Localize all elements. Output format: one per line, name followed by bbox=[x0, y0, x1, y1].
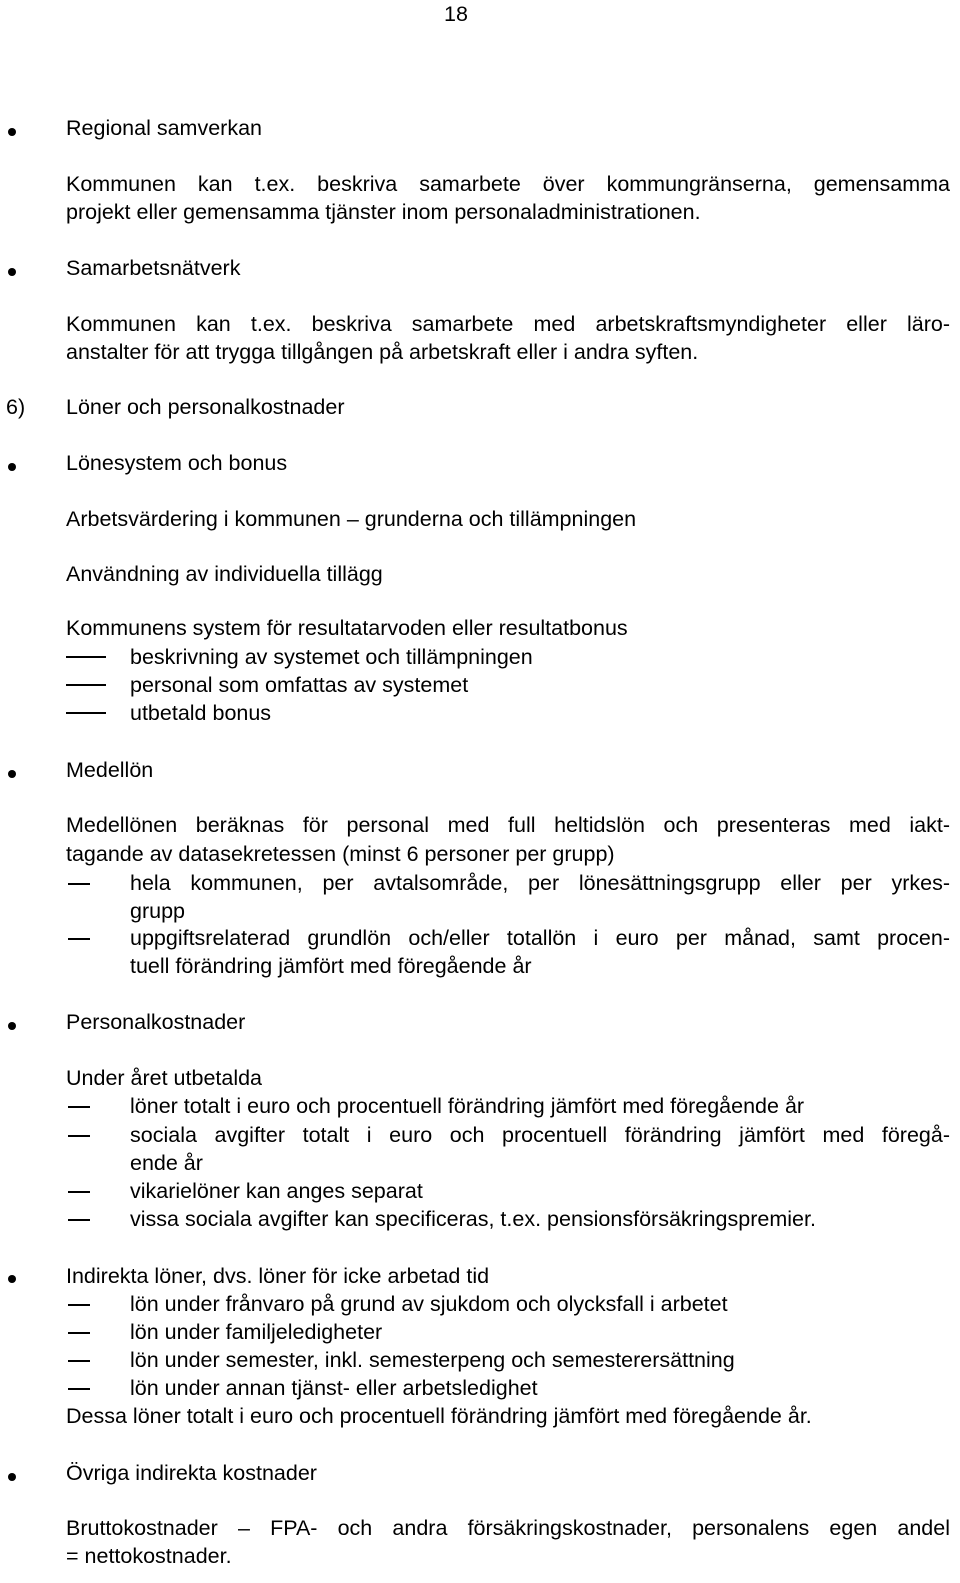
bullet-icon bbox=[8, 1275, 16, 1283]
dash-icon bbox=[68, 1388, 90, 1390]
bullet-icon bbox=[8, 268, 16, 276]
lonesystem-line2: Användning av individuella tillägg bbox=[66, 562, 383, 586]
dash-icon bbox=[66, 656, 106, 658]
dash-icon bbox=[68, 883, 90, 885]
medellon-item2-line2: tuell förändring jämfört med föregående år bbox=[130, 954, 532, 978]
natverk-para-line2: anstalter för att trygga tillgången på arbetskraft eller i andra syften. bbox=[66, 340, 699, 364]
personalkostnader-item2-line2: ende år bbox=[130, 1151, 203, 1175]
dash-icon bbox=[68, 1304, 90, 1306]
list-item: lön under frånvaro på grund av sjukdom och olycksfall i arbetet bbox=[130, 1292, 728, 1316]
list-item: personal som omfattas av systemet bbox=[130, 673, 469, 697]
medellon-para-line2: tagande av datasekretessen (minst 6 personer per grupp) bbox=[66, 842, 615, 866]
dash-icon bbox=[68, 1219, 90, 1221]
regional-heading: Regional samverkan bbox=[66, 116, 262, 140]
list-item: lön under annan tjänst- eller arbetsledighet bbox=[130, 1376, 538, 1400]
medellon-heading: Medellön bbox=[66, 758, 154, 782]
dash-icon bbox=[66, 684, 106, 686]
dash-icon bbox=[68, 1106, 90, 1108]
personalkostnader-item1: löner totalt i euro och procentuell förändring jämfört med föregående år bbox=[130, 1094, 805, 1118]
medellon-item1-line2: grupp bbox=[130, 899, 185, 923]
personalkostnader-item4: vissa sociala avgifter kan specificeras, t.ex. pensionsförsäkringspremier. bbox=[130, 1207, 816, 1231]
natverk-para-line1: Kommunen kan t.ex. beskriva samarbete med arbetskraftsmyndigheter eller läro- bbox=[66, 312, 950, 336]
indirekta-summary: Dessa löner totalt i euro och procentuell förändring jämfört med föregående år. bbox=[66, 1404, 812, 1428]
personalkostnader-item3: vikarielöner kan anges separat bbox=[130, 1179, 423, 1203]
medellon-item1-line1: hela kommunen, per avtalsområde, per lönesättningsgrupp eller per yrkes- bbox=[130, 871, 950, 895]
dash-icon bbox=[66, 712, 106, 714]
bullet-icon bbox=[8, 1473, 16, 1481]
section-number: 6) bbox=[6, 395, 26, 419]
ovriga-line2: = nettokostnader. bbox=[66, 1544, 232, 1568]
medellon-para-line1: Medellönen beräknas för personal med full heltidslön och presenteras med iakt- bbox=[66, 813, 950, 837]
ovriga-line1: Bruttokostnader – FPA- och andra försäkringskostnader, personalens egen andel bbox=[66, 1516, 950, 1540]
dash-icon bbox=[68, 938, 90, 940]
natverk-heading: Samarbetsnätverk bbox=[66, 256, 241, 280]
bullet-icon bbox=[8, 1022, 16, 1030]
dash-icon bbox=[68, 1191, 90, 1193]
bullet-icon bbox=[8, 463, 16, 471]
lonesystem-line1: Arbetsvärdering i kommunen – grunderna och tillämpningen bbox=[66, 507, 637, 531]
lonesystem-line3: Kommunens system för resultatarvoden eller resultatbonus bbox=[66, 616, 628, 640]
personalkostnader-heading: Personalkostnader bbox=[66, 1010, 246, 1034]
page-number: 18 bbox=[444, 2, 468, 26]
regional-para-line1: Kommunen kan t.ex. beskriva samarbete över kommungränserna, gemensamma bbox=[66, 172, 950, 196]
list-item: utbetald bonus bbox=[130, 701, 272, 725]
ovriga-heading: Övriga indirekta kostnader bbox=[66, 1461, 317, 1485]
dash-icon bbox=[68, 1332, 90, 1334]
list-item: lön under semester, inkl. semesterpeng och semesterersättning bbox=[130, 1348, 735, 1372]
list-item: lön under familjeledigheter bbox=[130, 1320, 383, 1344]
regional-para-line2: projekt eller gemensamma tjänster inom personaladministrationen. bbox=[66, 200, 701, 224]
dash-icon bbox=[68, 1360, 90, 1362]
lonesystem-heading: Lönesystem och bonus bbox=[66, 451, 288, 475]
personalkostnader-item2-line1: sociala avgifter totalt i euro och procentuell förändring jämfört med föregå- bbox=[130, 1123, 950, 1147]
dash-icon bbox=[68, 1135, 90, 1137]
list-item: beskrivning av systemet och tillämpningen bbox=[130, 645, 533, 669]
medellon-item2-line1: uppgiftsrelaterad grundlön och/eller totallön i euro per månad, samt procen- bbox=[130, 926, 950, 950]
section-title: Löner och personalkostnader bbox=[66, 395, 345, 419]
indirekta-heading: Indirekta löner, dvs. löner för icke arbetad tid bbox=[66, 1264, 490, 1288]
personalkostnader-intro: Under året utbetalda bbox=[66, 1066, 263, 1090]
bullet-icon bbox=[8, 770, 16, 778]
bullet-icon bbox=[8, 128, 16, 136]
